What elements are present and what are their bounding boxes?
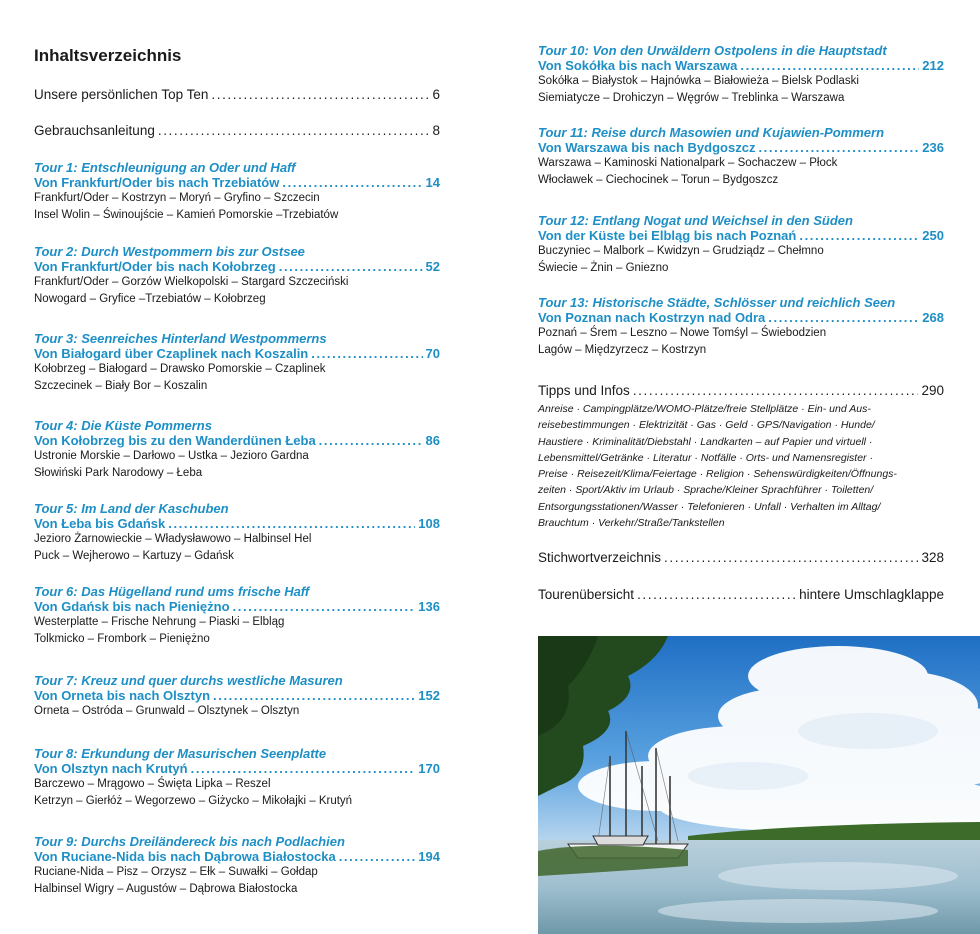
toc-tour-13[interactable] — [538, 295, 944, 359]
tour-theme: Das Hügelland rund ums frische Haff — [81, 584, 310, 599]
entry-title: Unsere persönlichen Top Ten — [34, 87, 209, 102]
dot-leader — [311, 346, 422, 361]
tour-number: Tour 3: — [34, 331, 78, 346]
entry-page: 328 — [921, 550, 944, 565]
toc-entry-top-ten[interactable] — [34, 87, 440, 102]
tour-page: 212 — [922, 58, 944, 73]
page-heading: Inhaltsverzeichnis — [34, 46, 182, 65]
entry-page: 290 — [921, 383, 944, 398]
tour-page: 108 — [418, 516, 440, 531]
tour-number: Tour 1: — [34, 160, 78, 175]
tour-places-line: Sokółka – Białystok – Hajnówka – Białowieża – Bielsk Podlaski — [538, 75, 859, 87]
tour-theme: Historische Städte, Schlösser und reichlich Seen — [592, 295, 896, 310]
tour-theme: Die Küste Pommerns — [81, 418, 212, 433]
dot-leader — [158, 123, 430, 138]
dot-leader — [191, 761, 416, 776]
tour-number: Tour 13: — [538, 295, 589, 310]
tour-places-line: Ketrzyn – Gierłóż – Wegorzewo – Giżycko – Mikołajki – Krutyń — [34, 795, 353, 807]
tour-places-line: Słowiński Park Narodowy – Łeba — [34, 467, 203, 479]
dot-leader — [211, 87, 429, 102]
tour-page: 14 — [425, 175, 440, 190]
tour-theme: Von den Urwäldern Ostpolens in die Hauptstadt — [592, 43, 887, 58]
tour-places-line: Kołobrzeg – Białogard – Drawsko Pomorskie – Czaplinek — [34, 363, 326, 375]
dot-leader — [339, 849, 416, 864]
tour-route: Von Frankfurt/Oder bis nach Kołobrzeg — [34, 259, 276, 274]
dot-leader — [758, 140, 919, 155]
dot-leader — [279, 259, 423, 274]
toc-entry-tipps[interactable] — [538, 383, 944, 531]
dot-leader — [768, 310, 919, 325]
tour-route: Von Gdańsk bis nach Pieniężno — [34, 599, 230, 614]
entry-page: hintere Umschlagklappe — [799, 587, 944, 602]
tour-page: 194 — [418, 849, 440, 864]
entry-title: Gebrauchsanleitung — [34, 123, 155, 138]
tips-line: Lebensmittel/Getränke · Literatur · Notfälle · Orts- und Namensregister · — [538, 451, 873, 464]
dot-leader — [637, 587, 796, 602]
tour-theme: Kreuz und quer durchs westliche Masuren — [81, 673, 343, 688]
tour-places-line: Frankfurt/Oder – Kostrzyn – Moryń – Gryfino – Szczecin — [34, 192, 320, 204]
dot-leader — [664, 550, 918, 565]
toc-entry-stichwortverzeichnis[interactable] — [538, 550, 944, 565]
toc-tour-2[interactable] — [34, 244, 440, 308]
tour-route: Von Sokółka bis nach Warszawa — [538, 58, 738, 73]
tour-places-line: Puck – Wejherowo – Kartuzy – Gdańsk — [34, 550, 234, 562]
tour-number: Tour 2: — [34, 244, 78, 259]
tips-description — [538, 401, 944, 531]
tour-number: Tour 9: — [34, 834, 78, 849]
tour-route: Von der Küste bei Elbląg bis nach Poznań — [538, 228, 797, 243]
dot-leader — [799, 228, 919, 243]
tour-theme: Reise durch Masowien und Kujawien-Pommern — [591, 125, 885, 140]
tour-places-line: Poznań – Śrem – Leszno – Nowe Tomśyl – Świebodzien — [538, 327, 827, 339]
tour-page: 70 — [425, 346, 440, 361]
tour-theme: Durch Westpommern bis zur Ostsee — [81, 244, 305, 259]
tour-page: 86 — [425, 433, 440, 448]
tips-line: Anreise · Campingplätze/WOMO-Plätze/freie Stellplätze · Ein- und Aus- — [538, 403, 871, 415]
tour-places-line: Frankfurt/Oder – Gorzów Wielkopolski – Stargard Szczeciński — [34, 276, 349, 288]
lake-harbour-illustration — [538, 636, 980, 934]
tour-number: Tour 11: — [538, 125, 588, 140]
tour-number: Tour 12: — [538, 213, 589, 228]
tour-theme: Entlang Nogat und Weichsel in den Süden — [592, 213, 853, 228]
toc-tour-11[interactable] — [538, 125, 944, 189]
tour-places-line: Insel Wolin – Świnoujście – Kamień Pomorskie –Trzebiatów — [34, 209, 339, 221]
tour-places-line: Halbinsel Wigry – Augustów – Dąbrowa Białostocka — [34, 883, 298, 895]
tour-places-line: Lagów – Międzyrzecz – Kostrzyn — [538, 344, 707, 356]
tour-page: 152 — [418, 688, 440, 703]
tour-places-line: Barczewo – Mrągowo – Święta Lipka – Reszel — [34, 778, 271, 790]
toc-tour-5[interactable] — [34, 501, 440, 565]
toc-tour-12[interactable] — [538, 213, 944, 277]
tour-places-line: Ustronie Morskie – Darłowo – Ustka – Jezioro Gardna — [34, 450, 309, 462]
tour-route: Von Łeba bis Gdańsk — [34, 516, 166, 531]
dot-leader — [740, 58, 919, 73]
dot-leader — [168, 516, 415, 531]
tour-number: Tour 8: — [34, 746, 78, 761]
toc-tour-8[interactable] — [34, 746, 440, 810]
tour-page: 268 — [922, 310, 944, 325]
tour-theme: Erkundung der Masurischen Seenplatte — [81, 746, 327, 761]
tour-theme: Im Land der Kaschuben — [81, 501, 229, 516]
entry-title: Tourenübersicht — [538, 587, 635, 602]
tour-page: 136 — [418, 599, 440, 614]
toc-tour-7[interactable] — [34, 673, 440, 720]
dot-leader — [282, 175, 422, 190]
tour-number: Tour 10: — [538, 43, 589, 58]
tour-places-line: Orneta – Ostróda – Grunwald – Olsztynek – Olsztyn — [34, 705, 300, 717]
tour-places-line: Świecie – Żnin – Gniezno — [538, 262, 669, 274]
tour-places-line: Ruciane-Nida – Pisz – Orzysz – Ełk – Suwałki – Gołdap — [34, 866, 318, 878]
tour-route: Von Ruciane-Nida bis nach Dąbrowa Białostocka — [34, 849, 336, 864]
lake-photo — [538, 636, 980, 934]
tour-places-line: Nowogard – Gryfice –Trzebiatów – Kołobrzeg — [34, 293, 266, 305]
toc-tour-6[interactable] — [34, 584, 440, 648]
toc-tour-4[interactable] — [34, 418, 440, 482]
toc-tour-10[interactable] — [538, 43, 944, 107]
toc-tour-1[interactable] — [34, 160, 440, 224]
tour-theme: Durchs Dreiländereck bis nach Podlachien — [81, 834, 345, 849]
tour-route: Von Olsztyn nach Krutyń — [34, 761, 188, 776]
tour-number: Tour 5: — [34, 501, 78, 516]
tour-route: Von Poznan nach Kostrzyn nad Odra — [538, 310, 766, 325]
tips-line: Brauchtum · Verkehr/Straße/Tankstellen — [538, 517, 725, 530]
tour-places-line: Westerplatte – Frische Nehrung – Piaski – Elbląg — [34, 616, 285, 628]
tour-places-line: Siemiatycze – Drohiczyn – Węgrów – Treblinka – Warszawa — [538, 92, 845, 104]
entry-title: Stichwortverzeichnis — [538, 550, 662, 565]
entry-page: 6 — [432, 87, 440, 102]
tour-page: 236 — [922, 140, 944, 155]
tour-route: Von Orneta bis nach Olsztyn — [34, 688, 211, 703]
dot-leader — [319, 433, 423, 448]
entry-title: Tipps und Infos — [538, 383, 630, 398]
toc-tour-9[interactable] — [34, 834, 440, 898]
dot-leader — [633, 383, 919, 398]
tips-line: Preise · Reisezeit/Klima/Feiertage · Religion · Sehenswürdigkeiten/Öffnungs- — [538, 468, 897, 481]
tour-places-line: Włocławek – Ciechocinek – Torun – Bydgoszcz — [538, 174, 779, 186]
tour-places-line: Jezioro Żarnowieckie – Władysławowo – Halbinsel Hel — [34, 533, 312, 545]
tour-number: Tour 7: — [34, 673, 78, 688]
tour-theme: Seenreiches Hinterland Westpommerns — [81, 331, 327, 346]
tour-places-line: Szczecinek – Biały Bor – Koszalin — [34, 380, 208, 392]
tour-number: Tour 6: — [34, 584, 78, 599]
toc-entry-tourenuebersicht[interactable] — [538, 587, 944, 602]
tour-page: 170 — [418, 761, 440, 776]
tour-route: Von Frankfurt/Oder bis nach Trzebiatów — [34, 175, 280, 190]
tips-line: Haustiere · Kriminalität/Diebstahl · Landkarten – auf Papier und virtuell · — [538, 435, 873, 448]
tour-places-line: Warszawa – Kaminoski Nationalpark – Sochaczew – Płock — [538, 157, 838, 169]
toc-tour-3[interactable] — [34, 331, 440, 395]
entry-page: 8 — [432, 123, 440, 138]
tour-route: Von Białogard über Czaplinek nach Koszalin — [34, 346, 309, 361]
dot-leader — [233, 599, 416, 614]
tour-page: 250 — [922, 228, 944, 243]
tips-line: zeiten · Sport/Aktiv im Urlaub · Sprache/Kleiner Sprachführer · Toiletten/ — [538, 484, 874, 497]
tips-line: reisebestimmungen · Elektrizität · Gas · Geld · GPS/Navigation · Hunde/ — [538, 419, 875, 432]
tour-number: Tour 4: — [34, 418, 78, 433]
tour-route: Von Warszawa bis nach Bydgoszcz — [538, 140, 756, 155]
toc-entry-gebrauchsanleitung[interactable] — [34, 123, 440, 138]
tour-route: Von Kołobrzeg bis zu den Wanderdünen Łeba — [34, 433, 316, 448]
tour-places-line: Tolkmicko – Frombork – Pieniężno — [34, 633, 210, 645]
tour-page: 52 — [425, 259, 440, 274]
tips-line: Entsorgungsstationen/Wasser · Telefonieren · Unfall · Verhalten im Alltag/ — [538, 500, 881, 513]
dot-leader — [213, 688, 415, 703]
tour-theme: Entschleunigung an Oder und Haff — [81, 160, 296, 175]
tour-places-line: Buczyniec – Malbork – Kwidzyn – Grudziądz – Chełmno — [538, 245, 824, 257]
